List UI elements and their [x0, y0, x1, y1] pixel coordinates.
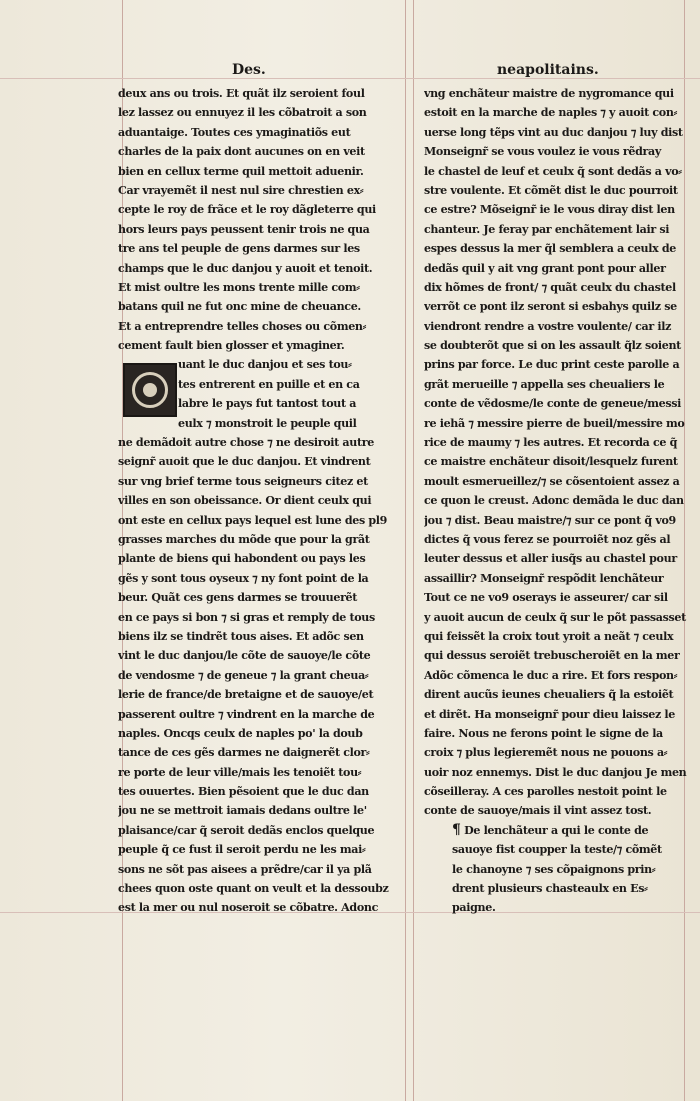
text-line: sons ne sõt pas aisees a prẽdre/car il ya plã [118, 862, 372, 876]
margin-rule-gutter-right [413, 0, 414, 1101]
text-line: ont este en cellux pays lequel est lune des pl9 [118, 513, 388, 527]
text-line: le chastel de leuf et ceulx q̃ sont dedãs a vo⸗ [424, 164, 682, 178]
rubric-line: sauoye fist coupper la teste/⁊ cõmẽt [452, 843, 662, 857]
text-line: Et a entreprendre telles choses ou cõmen⸗ [118, 319, 366, 333]
text-line: tes entrerent en puille et en ca [178, 377, 360, 391]
text-line: uant le duc danjou et ses tou⸗ [178, 358, 352, 372]
text-line: viendront rendre a vostre voulente/ car ilz [424, 319, 672, 333]
text-line: faire. Nous ne ferons point le signe de la [424, 726, 663, 740]
text-line: qui dessus seroiẽt trebuscheroiẽt en la mer [424, 649, 680, 663]
text-line: re porte de leur ville/mais les tenoiẽt tou⸗ [118, 765, 362, 779]
text-line: chees quon oste quant on veult et la dessoubz [118, 882, 389, 896]
text-line: batans quil ne fut onc mine de cheuance. [118, 300, 361, 314]
text-line: biens ilz se tindrẽt tous aises. Et adõc sen [118, 629, 364, 643]
decorated-initial-q [123, 363, 177, 417]
rubric-line: paigne. [452, 901, 496, 915]
text-line: stre voulente. Et cõmẽt dist le duc pourroit [424, 183, 678, 197]
text-line: tes ouuertes. Bien pẽsoient que le duc dan [118, 785, 369, 799]
text-line: chanteur. Je feray par enchãtement lair si [424, 222, 670, 236]
text-line: cepte le roy de frãce et le roy dãgleterre qui [118, 203, 376, 217]
text-line: tance de ces gẽs darmes ne daignerẽt clor⸗ [118, 746, 370, 760]
text-line: sur vng brief terme tous seigneurs citez et [118, 474, 368, 488]
margin-rule-gutter-left [405, 0, 406, 1101]
text-line: Monseignr̃ se vous voulez ie vous rẽdray [424, 145, 661, 159]
text-line: rice de maumy ⁊ les autres. Et recorda ce q̃ [424, 436, 677, 450]
text-line: cement fault bien glosser et ymaginer. [118, 339, 345, 353]
text-line: assaillir? Monseignr̃ respõdit lenchãteur [424, 571, 664, 585]
text-line: jou ⁊ dist. Beau maistre/⁊ sur ce pont q̃ vo9 [424, 513, 676, 527]
text-line: prins par force. Le duc print ceste parolle a [424, 358, 680, 372]
text-line: lerie de france/de bretaigne et de sauoye/et [118, 688, 374, 702]
text-line: Tout ce ne vo9 oserays ie asseurer/ car sil [424, 591, 668, 605]
text-line: tre ans tel peuple de gens darmes sur les [118, 242, 360, 256]
text-line: uoir noz ennemys. Dist le duc danjou Je men [424, 765, 687, 779]
text-line: seignr̃ auoit que le duc danjou. Et vindrent [118, 455, 371, 469]
text-line: peuple q̃ ce fust il seroit perdu ne les mai⸗ [118, 843, 366, 857]
text-line: Adõc cõmenca le duc a rire. Et fors respon⸗ [424, 668, 678, 682]
rubric-text: De lenchãteur a qui le conte de [464, 823, 649, 837]
text-line: y auoit aucun de ceulx q̃ sur le põt passasset [424, 610, 686, 624]
text-line: aduantaige. Toutes ces ymaginatiõs eut [118, 125, 351, 139]
text-line: cõseilleray. A ces parolles nestoit point le [424, 785, 667, 799]
text-line: leuter dessus et aller iusq̃s au chastel pour [424, 552, 677, 566]
text-line: dedãs quil y ait vng grant pont pour aller [424, 261, 666, 275]
text-line: se doubterõt que si on les assault q̃lz soient [424, 339, 681, 353]
text-line: conte de sauoye/mais il vint assez tost. [424, 804, 652, 818]
rubric-line: drent plusieurs chasteaulx en Es⸗ [452, 882, 648, 896]
rubric-line: le chanoyne ⁊ ses cõpaignons prin⸗ [452, 862, 656, 876]
text-line: naples. Oncqs ceulx de naples po' la doub [118, 726, 363, 740]
text-line: eulx ⁊ monstroit le peuple quil [178, 416, 357, 430]
text-line: bien en cellux terme quil mettoit aduenir. [118, 164, 364, 178]
left-column [118, 84, 400, 918]
text-line: et dirẽt. Ha monseignr̃ pour dieu laissez le [424, 707, 675, 721]
text-line: plaisance/car q̃ seroit dedãs enclos quelque [118, 823, 375, 837]
text-line: vint le duc danjou/le cõte de sauoye/le cõte [118, 649, 371, 663]
text-line: dictes q̃ vous ferez se pourroiẽt noz gẽs al [424, 532, 671, 546]
text-line: villes en son obeissance. Or dient ceulx qui [118, 494, 372, 508]
text-line: dix hõmes de front/ ⁊ quãt ceulx du chastel [424, 280, 676, 294]
text-line: passerent oultre ⁊ vindrent en la marche de [118, 707, 375, 721]
text-line: hors leurs pays peussent tenir trois ne qua [118, 222, 370, 236]
right-column [424, 84, 688, 918]
text-line: ce estre? Mõseignr̃ ie le vous diray dist len [424, 203, 675, 217]
text-line: ce quon le creust. Adonc demãda le duc dan [424, 494, 684, 508]
paragraph-mark-icon: ¶ [452, 821, 461, 838]
running-head-right: neapolitains. [497, 62, 599, 78]
text-line: ne demãdoit autre chose ⁊ ne desiroit autre [118, 436, 374, 450]
text-line: charles de la paix dont aucunes on en veit [118, 145, 365, 159]
margin-rule-top [0, 78, 700, 79]
text-line: en ce pays si bon ⁊ si gras et remply de tous [118, 610, 375, 624]
text-line: grasses marches du mõde que pour la grãt [118, 532, 370, 546]
text-line: labre le pays fut tantost tout a [178, 397, 357, 411]
initial-flower-ornament [143, 383, 157, 397]
text-line: uerse long tẽps vint au duc danjou ⁊ luy dist [424, 125, 683, 139]
text-line: beur. Quãt ces gens darmes se trouuerẽt [118, 591, 358, 605]
text-line: est la mer ou nul noseroit se cõbatre. Adonc [118, 901, 379, 915]
text-line: Car vrayemẽt il nest nul sire chrestien ex⸗ [118, 183, 364, 197]
rubric-line [424, 821, 688, 840]
running-head-left: Des. [232, 62, 266, 78]
text-line: ce maistre enchãteur disoit/lesquelz furent [424, 455, 678, 469]
text-line: grãt merueille ⁊ appella ses cheualiers le [424, 377, 665, 391]
text-line: lez lassez ou ennuyez il les cõbatroit a son [118, 106, 367, 120]
text-line: gẽs y sont tous oyseux ⁊ ny font point de la [118, 571, 369, 585]
text-line: conte de vẽdosme/le conte de geneue/messi [424, 397, 682, 411]
text-line: estoit en la marche de naples ⁊ y auoit con⸗ [424, 106, 677, 120]
text-line: de vendosme ⁊ de geneue ⁊ la grant cheua⸗ [118, 668, 369, 682]
text-line: deux ans ou trois. Et quãt ilz seroient foul [118, 87, 365, 100]
text-line: dirent aucũs ieunes cheualiers q̃ la estoiẽt [424, 688, 674, 702]
text-line: Et mist oultre les mons trente mille com⸗ [118, 280, 360, 294]
text-line: verrõt ce pont ilz seront si esbahys quilz se [424, 300, 677, 314]
text-line: jou ne se mettroit iamais dedans oultre le' [118, 804, 367, 818]
text-line: vng enchãteur maistre de nygromance qui [424, 87, 674, 100]
text-line: moult esmerueillez/⁊ se cõsentoient assez a [424, 474, 680, 488]
text-line: espes dessus la mer q̃l semblera a ceulx de [424, 242, 677, 256]
text-line: qui feissẽt la croix tout yroit a neãt ⁊ ceulx [424, 629, 674, 643]
text-line: croix ⁊ plus legieremẽt nous ne pouons a⸗ [424, 746, 668, 760]
text-line: plante de biens qui habondent ou pays les [118, 552, 366, 566]
text-line: champs que le duc danjou y auoit et tenoit. [118, 261, 373, 275]
text-line: re iehã ⁊ messire pierre de bueil/messire mo [424, 416, 685, 430]
